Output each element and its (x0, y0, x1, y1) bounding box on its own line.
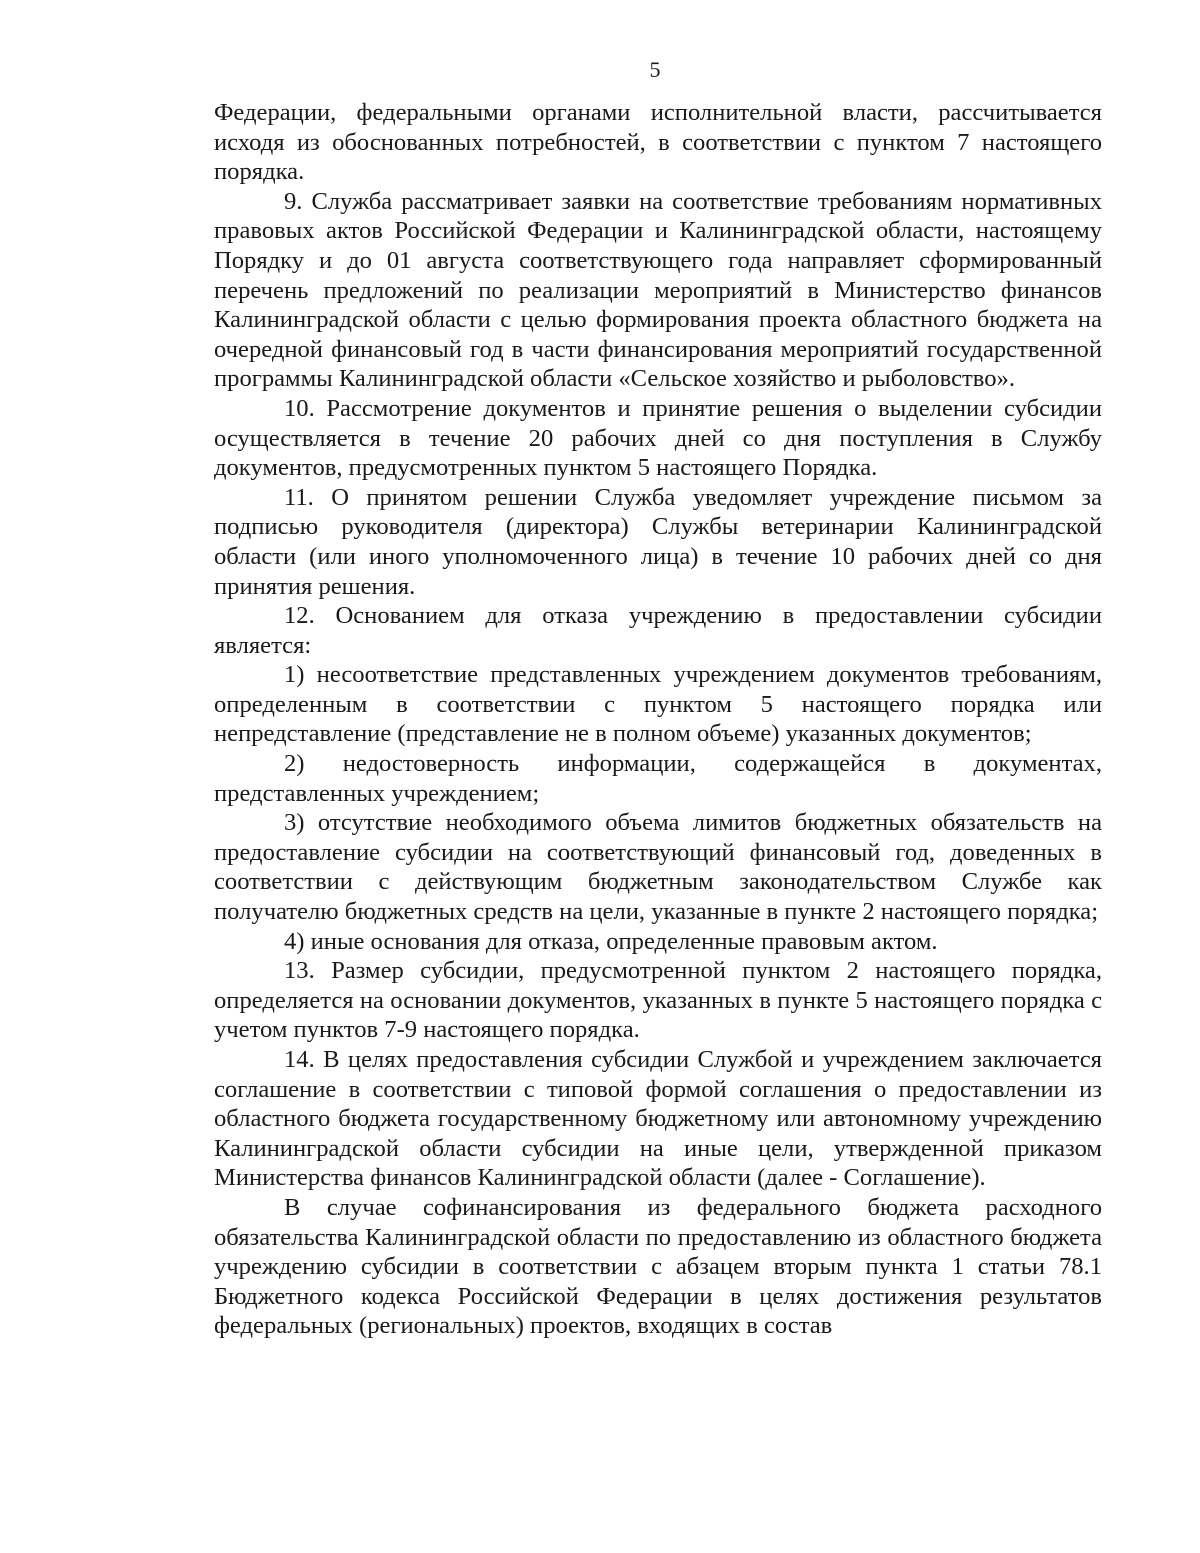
paragraph-item-13: 13. Размер субсидии, предусмотренной пунктом 2 настоящего порядка, определяется на основании документов, указанных в пункте 5 настоящего порядка с учетом пунктов 7-9 настоящего порядка. (214, 957, 1102, 1044)
paragraph-subitem-4: 4) иные основания для отказа, определенные правовым актом. (284, 927, 938, 955)
paragraph-subitem-1: 1) несоответствие представленных учреждением документов требованиям, определенным в соответствии с пунктом 5 настоящего порядка или непредставление (представление не в полном объеме) указанных документов; (214, 661, 1102, 748)
paragraph-cofinancing: В случае софинансирования из федерального бюджета расходного обязательства Калининградской области по предоставлению из областного бюджета учреждению субсидии в соответствии с абзацем вторым пункта 1 статьи 78.1 Бюджетного кодекса Российской Федерации в целях достижения результатов федеральных (региональных) проектов, входящих в состав (214, 1193, 1102, 1340)
paragraph-subitem-3: 3) отсутствие необходимого объема лимитов бюджетных обязательств на предоставление субсидии на соответствующий финансовый год, доведенных в соответствии с действующим бюджетным законодательством Службе как получателю бюджетных средств на цели, указанные в пункте 2 настоящего порядка; (214, 809, 1102, 926)
paragraph-item-9: 9. Служба рассматривает заявки на соответствие требованиям нормативных правовых актов Российской Федерации и Калининградской области, настоящему Порядку и до 01 августа соответствующего года направляет сформированный перечень предложений по реализации мероприятий в Министерство финансов Калининградской области с целью формирования проекта областного бюджета на очередной финансовый год в части финансирования мероприятий государственной программы Калининградской области «Сельское хозяйство и рыболовство». (214, 187, 1102, 393)
paragraph-item-10: 10. Рассмотрение документов и принятие решения о выделении субсидии осуществляется в течение 20 рабочих дней со дня поступления в Службу документов, предусмотренных пунктом 5 настоящего Порядка. (214, 394, 1102, 482)
paragraph-item-11: 11. О принятом решении Служба уведомляет учреждение письмом за подписью руководителя (директора) Службы ветеринарии Калининградской области (или иного уполномоченного лица) в течение 10 рабочих дней со дня принятия решения. (214, 483, 1102, 600)
paragraph-item-12: 12. Основанием для отказа учреждению в предоставлении субсидии является: (214, 602, 1102, 659)
page-number: 5 (649, 57, 661, 82)
paragraph-subitem-2: 2) недостоверность информации, содержащейся в документах, представленных учреждением; (214, 750, 1102, 807)
paragraph-continuation: Федерации, федеральными органами исполнительной власти, рассчитывается исходя из обоснованных потребностей, в соответствии с пунктом 7 настоящего порядка. (214, 99, 1102, 186)
paragraph-item-14: 14. В целях предоставления субсидии Службой и учреждением заключается соглашение в соответствии с типовой формой соглашения о предоставлении из областного бюджета государственному бюджетному или автономному учреждению Калининградской области субсидии на иные цели, утвержденной приказом Министерства финансов Калининградской области (далее - Соглашение). (214, 1046, 1102, 1192)
document-body (214, 98, 1102, 1341)
